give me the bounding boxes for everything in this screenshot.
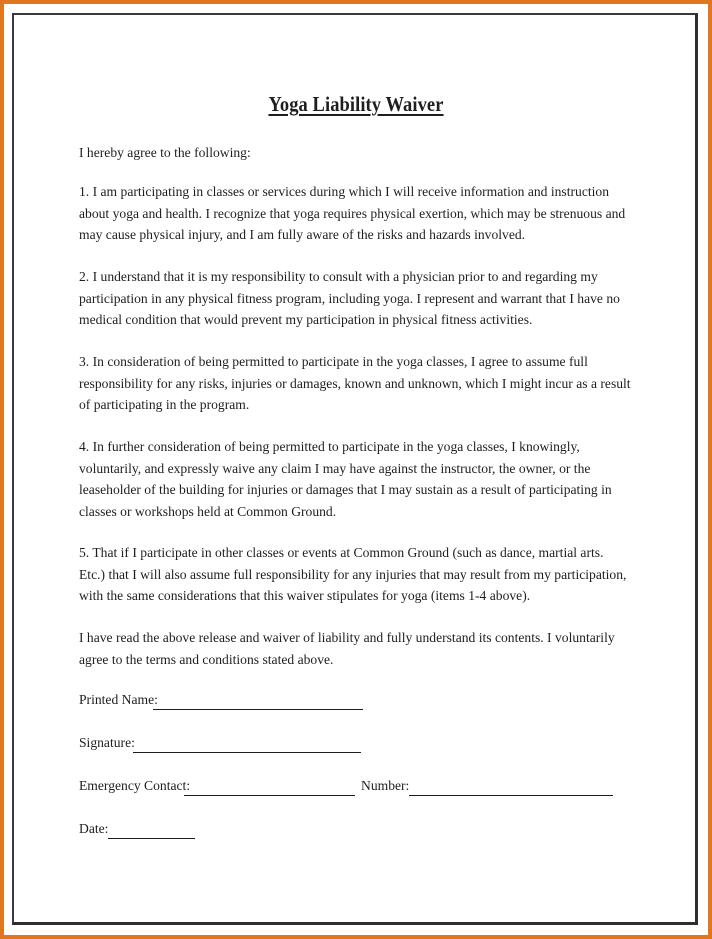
- date-row: [79, 818, 108, 840]
- date-label: Date:: [79, 821, 109, 836]
- number-line[interactable]: [409, 795, 613, 796]
- number-label: Number:: [361, 778, 410, 793]
- emergency-contact-line[interactable]: [184, 795, 355, 796]
- clause-3: 3. In consideration of being permitted to participate in the yoga classes, I agree to assume full responsibility for any risks, injuries or damages, known and unknown, which I might incur as a result of participating in the program.: [79, 354, 631, 412]
- signature-row: [79, 732, 135, 754]
- document-title: Yoga Liability Waiver: [268, 92, 444, 116]
- clause-2: 2. I understand that it is my responsibility to consult with a physician prior to and regarding my participation in any physical fitness program, including yoga. I represent and warrant that I have no medical condition that would prevent my participation in physical fitness activities.: [79, 269, 620, 327]
- acknowledgement-text: I have read the above release and waiver of liability and fully understand its contents. I voluntarily agree to the terms and conditions stated above.: [79, 630, 615, 667]
- emergency-contact-row: [79, 775, 190, 797]
- signature-line[interactable]: [133, 752, 361, 753]
- printed-name-line[interactable]: [153, 709, 363, 710]
- clause-5: 5. That if I participate in other classes or events at Common Ground (such as dance, martial arts. Etc.) that I will also assume full responsibility for any injuries that may result from my participation, with the same considerations that this waiver stipulates for yoga (items 1-4 above).: [79, 545, 627, 603]
- printed-name-label: Printed Name:: [79, 692, 158, 707]
- clause-1: 1. I am participating in classes or services during which I will receive information and instruction about yoga and health. I recognize that yoga requires physical exertion, which may be strenuous and may cause physical injury, and I am fully aware of the risks and hazards involved.: [79, 184, 626, 242]
- emergency-contact-label: Emergency Contact:: [79, 778, 191, 793]
- intro-text: I hereby agree to the following:: [79, 145, 251, 160]
- printed-name-row: [79, 689, 158, 711]
- clause-4: 4. In further consideration of being permitted to participate in the yoga classes, I knowingly, voluntarily, and expressly waive any claim I may have against the instructor, the owner, or the leaseholder of the building for injuries or damages that I may sustain as a result of participating in classes or workshops held at Common Ground.: [79, 439, 612, 519]
- date-line[interactable]: [108, 838, 195, 839]
- signature-label: Signature:: [79, 735, 135, 750]
- number-row: [361, 775, 409, 797]
